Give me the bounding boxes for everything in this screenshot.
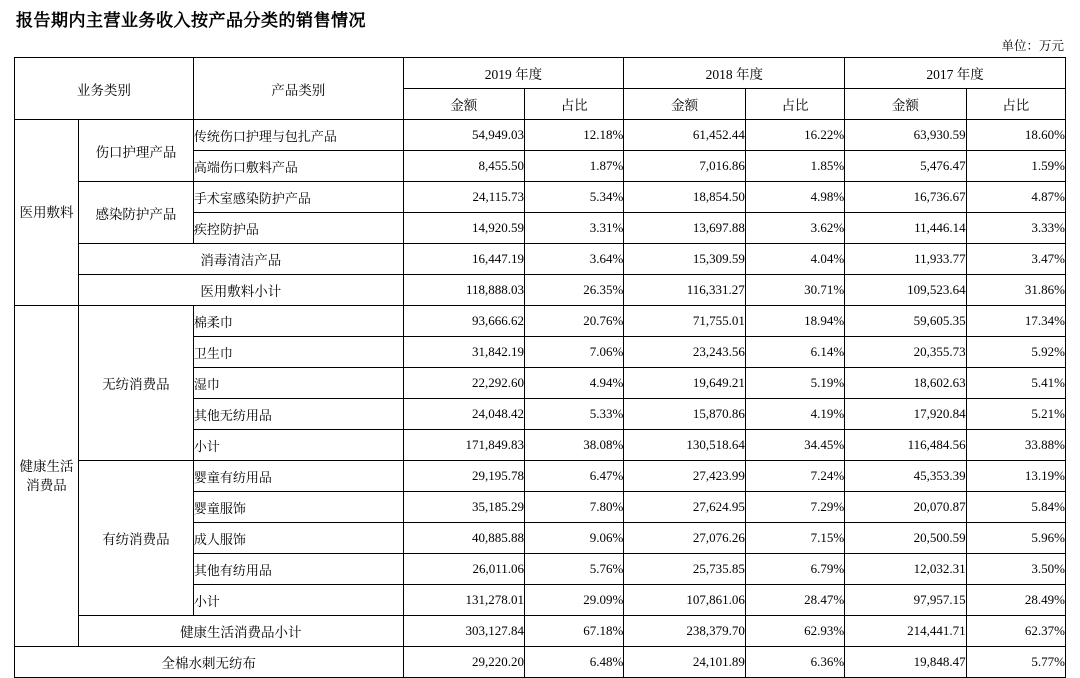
cell-value: 33.88% — [966, 430, 1065, 461]
header-business-category: 业务类别 — [15, 58, 194, 120]
cell-value: 12.18% — [525, 120, 624, 151]
table-header — [15, 58, 1066, 120]
cell-value: 34.45% — [745, 430, 844, 461]
cell-product: 婴童有纺用品 — [193, 461, 403, 492]
cell-value: 4.19% — [745, 399, 844, 430]
table-row — [15, 306, 1066, 337]
cell-value: 3.62% — [745, 213, 844, 244]
cell-value: 31,842.19 — [403, 337, 524, 368]
cell-value: 4.94% — [525, 368, 624, 399]
cell-value: 20,070.87 — [845, 492, 966, 523]
cell-value: 8,455.50 — [403, 151, 524, 182]
cell-value: 18,854.50 — [624, 182, 745, 213]
cell-value: 97,957.15 — [845, 585, 966, 616]
header-percent-2017: 占比 — [966, 89, 1065, 120]
cell-product-category: 感染防护产品 — [79, 182, 194, 244]
cell-value: 62.37% — [966, 616, 1065, 647]
cell-value: 238,379.70 — [624, 616, 745, 647]
cell-value: 7.29% — [745, 492, 844, 523]
cell-value: 5.77% — [966, 647, 1065, 678]
cell-value: 45,353.39 — [845, 461, 966, 492]
cell-value: 15,870.86 — [624, 399, 745, 430]
cell-value: 4.98% — [745, 182, 844, 213]
table-subtotal-row — [15, 616, 1066, 647]
cell-value: 26,011.06 — [403, 554, 524, 585]
cell-value: 13.19% — [966, 461, 1065, 492]
cell-value: 5.21% — [966, 399, 1065, 430]
cell-value: 62.93% — [745, 616, 844, 647]
cell-value: 5.34% — [525, 182, 624, 213]
cell-value: 30.71% — [745, 275, 844, 306]
cell-product: 婴童服饰 — [193, 492, 403, 523]
cell-value: 7,016.86 — [624, 151, 745, 182]
cell-value: 59,605.35 — [845, 306, 966, 337]
cell-value: 5.92% — [966, 337, 1065, 368]
cell-value: 29.09% — [525, 585, 624, 616]
cell-value: 109,523.64 — [845, 275, 966, 306]
cell-value: 118,888.03 — [403, 275, 524, 306]
cell-value: 29,195.78 — [403, 461, 524, 492]
cell-value: 12,032.31 — [845, 554, 966, 585]
header-year-2018: 2018 年度 — [624, 58, 845, 89]
table-row — [15, 244, 1066, 275]
cell-value: 4.87% — [966, 182, 1065, 213]
unit-note: 单位：万元 — [1001, 39, 1064, 53]
cell-product: 高端伤口敷料产品 — [193, 151, 403, 182]
cell-value: 5.33% — [525, 399, 624, 430]
cell-value: 14,920.59 — [403, 213, 524, 244]
revenue-by-product-table — [14, 57, 1066, 678]
cell-value: 18,602.63 — [845, 368, 966, 399]
table-body — [15, 120, 1066, 678]
cell-value: 3.50% — [966, 554, 1065, 585]
table-row — [15, 120, 1066, 151]
cell-value: 130,518.64 — [624, 430, 745, 461]
page-title: 报告期内主营业务收入按产品分类的销售情况 — [16, 11, 366, 30]
cell-total-label: 全棉水刺无纺布 — [15, 647, 404, 678]
cell-value: 7.15% — [745, 523, 844, 554]
cell-value: 93,666.62 — [403, 306, 524, 337]
cell-product-category: 消毒清洁产品 — [79, 244, 404, 275]
cell-value: 116,331.27 — [624, 275, 745, 306]
cell-subtotal-label: 小计 — [193, 430, 403, 461]
cell-value: 26.35% — [525, 275, 624, 306]
cell-product: 其他有纺用品 — [193, 554, 403, 585]
header-amount-2019: 金额 — [403, 89, 524, 120]
cell-value: 1.85% — [745, 151, 844, 182]
cell-value: 5.76% — [525, 554, 624, 585]
cell-value: 38.08% — [525, 430, 624, 461]
cell-value: 18.94% — [745, 306, 844, 337]
cell-value: 3.47% — [966, 244, 1065, 275]
cell-value: 4.04% — [745, 244, 844, 275]
cell-product-category: 无纺消费品 — [79, 306, 194, 461]
cell-value: 18.60% — [966, 120, 1065, 151]
cell-value: 27,076.26 — [624, 523, 745, 554]
cell-product-category: 有纺消费品 — [79, 461, 194, 616]
cell-value: 7.80% — [525, 492, 624, 523]
cell-value: 25,735.85 — [624, 554, 745, 585]
cell-product: 棉柔巾 — [193, 306, 403, 337]
cell-value: 35,185.29 — [403, 492, 524, 523]
cell-value: 1.87% — [525, 151, 624, 182]
cell-value: 20,355.73 — [845, 337, 966, 368]
cell-value: 17.34% — [966, 306, 1065, 337]
cell-value: 31.86% — [966, 275, 1065, 306]
header-product-category: 产品类别 — [193, 58, 403, 120]
header-year-2019: 2019 年度 — [403, 58, 624, 89]
cell-value: 24,115.73 — [403, 182, 524, 213]
cell-value: 17,920.84 — [845, 399, 966, 430]
header-amount-2017: 金额 — [845, 89, 966, 120]
cell-value: 28.47% — [745, 585, 844, 616]
cell-value: 11,933.77 — [845, 244, 966, 275]
cell-value: 5.41% — [966, 368, 1065, 399]
cell-value: 19,848.47 — [845, 647, 966, 678]
cell-value: 214,441.71 — [845, 616, 966, 647]
cell-value: 3.31% — [525, 213, 624, 244]
cell-value: 19,649.21 — [624, 368, 745, 399]
cell-product: 其他无纺用品 — [193, 399, 403, 430]
cell-value: 11,446.14 — [845, 213, 966, 244]
cell-value: 16.22% — [745, 120, 844, 151]
cell-value: 24,048.42 — [403, 399, 524, 430]
cell-product-category: 伤口护理产品 — [79, 120, 194, 182]
table-row — [15, 182, 1066, 213]
cell-value: 16,447.19 — [403, 244, 524, 275]
cell-value: 303,127.84 — [403, 616, 524, 647]
cell-value: 71,755.01 — [624, 306, 745, 337]
cell-value: 1.59% — [966, 151, 1065, 182]
cell-value: 6.48% — [525, 647, 624, 678]
cell-value: 7.06% — [525, 337, 624, 368]
cell-product: 卫生巾 — [193, 337, 403, 368]
cell-value: 27,624.95 — [624, 492, 745, 523]
table-total-row — [15, 647, 1066, 678]
cell-value: 5.96% — [966, 523, 1065, 554]
table-row — [15, 461, 1066, 492]
cell-value: 29,220.20 — [403, 647, 524, 678]
cell-value: 131,278.01 — [403, 585, 524, 616]
cell-value: 20,500.59 — [845, 523, 966, 554]
cell-value: 7.24% — [745, 461, 844, 492]
header-percent-2018: 占比 — [745, 89, 844, 120]
cell-value: 22,292.60 — [403, 368, 524, 399]
cell-value: 16,736.67 — [845, 182, 966, 213]
cell-business-category: 健康生活消费品 — [15, 306, 79, 647]
cell-value: 20.76% — [525, 306, 624, 337]
cell-value: 54,949.03 — [403, 120, 524, 151]
cell-subtotal-label: 健康生活消费品小计 — [79, 616, 404, 647]
cell-value: 40,885.88 — [403, 523, 524, 554]
header-percent-2019: 占比 — [525, 89, 624, 120]
cell-value: 67.18% — [525, 616, 624, 647]
cell-value: 171,849.83 — [403, 430, 524, 461]
cell-value: 3.33% — [966, 213, 1065, 244]
header-year-2017: 2017 年度 — [845, 58, 1066, 89]
cell-value: 5,476.47 — [845, 151, 966, 182]
cell-value: 6.36% — [745, 647, 844, 678]
cell-value: 61,452.44 — [624, 120, 745, 151]
cell-value: 24,101.89 — [624, 647, 745, 678]
table-header-row-1 — [15, 58, 1066, 89]
cell-value: 28.49% — [966, 585, 1065, 616]
cell-value: 107,861.06 — [624, 585, 745, 616]
table-subtotal-row — [15, 275, 1066, 306]
cell-value: 116,484.56 — [845, 430, 966, 461]
cell-value: 23,243.56 — [624, 337, 745, 368]
cell-value: 27,423.99 — [624, 461, 745, 492]
cell-subtotal-label: 小计 — [193, 585, 403, 616]
cell-business-category: 医用敷料 — [15, 120, 79, 306]
cell-value: 9.06% — [525, 523, 624, 554]
cell-value: 5.84% — [966, 492, 1065, 523]
cell-product: 传统伤口护理与包扎产品 — [193, 120, 403, 151]
header-amount-2018: 金额 — [624, 89, 745, 120]
cell-value: 63,930.59 — [845, 120, 966, 151]
cell-value: 6.14% — [745, 337, 844, 368]
cell-value: 6.79% — [745, 554, 844, 585]
cell-value: 5.19% — [745, 368, 844, 399]
cell-value: 13,697.88 — [624, 213, 745, 244]
cell-value: 6.47% — [525, 461, 624, 492]
cell-subtotal-label: 医用敷料小计 — [79, 275, 404, 306]
cell-product: 手术室感染防护产品 — [193, 182, 403, 213]
cell-value: 3.64% — [525, 244, 624, 275]
cell-product: 湿巾 — [193, 368, 403, 399]
cell-value: 15,309.59 — [624, 244, 745, 275]
cell-product: 疾控防护品 — [193, 213, 403, 244]
cell-product: 成人服饰 — [193, 523, 403, 554]
